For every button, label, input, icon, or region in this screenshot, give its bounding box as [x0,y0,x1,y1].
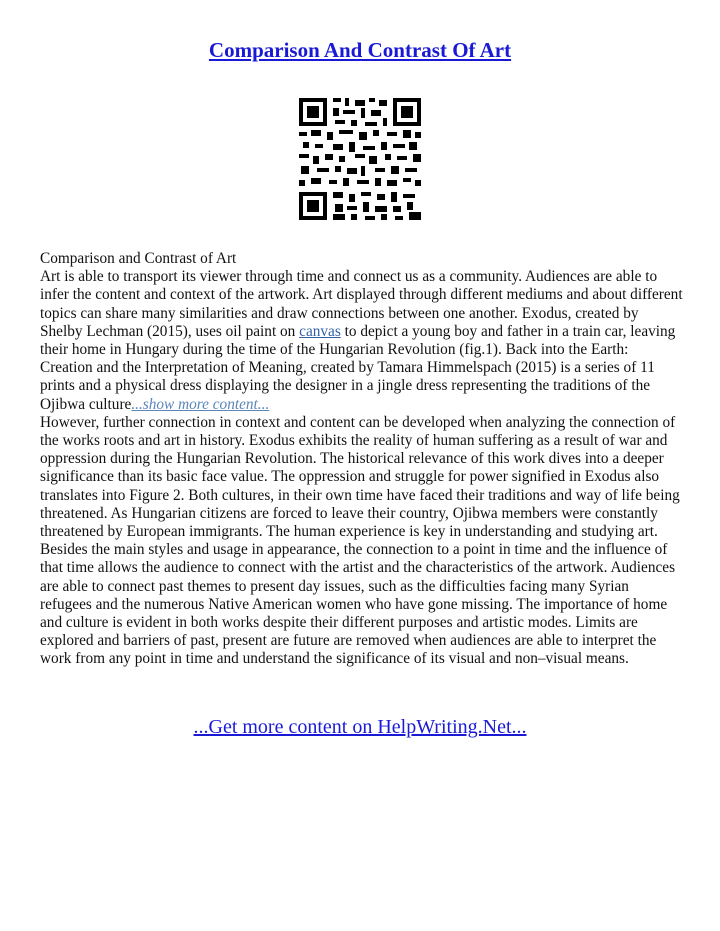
paragraph-1-text-b: to depict a young boy and father in a train car, leaving their home in Hungary during the time of the Hungarian Revolution (fig.1). Back into the Earth: Creation and the Interpretation of Meaning, created by Tamara Himmelspach (2015) is a series of 11 prints and a physical dress displaying the designer in a jingle dress representing the traditions of the Ojibwa culture [40,322,676,413]
show-more-link[interactable]: ...show more content... [131,395,270,413]
qr-code-icon [299,98,421,220]
article-body [40,250,684,669]
paragraph-2: However, further connection in context and content can be developed when analyzing the connection of the works roots and art in history. Exodus exhibits the reality of human suffering as a result of war and oppression during the Hungarian Revolution. The historical relevance of this work dives into a deeper significance than its basic face value. The oppression and struggle for power signified in Exodus also translates into Figure 2. Both cultures, in their own time have faced their traditions and way of life being threatened. As Hungarian citizens are forced to leave their country, Ojibwa members were constantly threatened by European immigrants. The human experience is key in understanding and studying art. Besides the main styles and usage in appearance, the connection to a point in time and the influence of that time allows the audience to connect with the artist and the characteristics of the artwork. Audiences are able to connect past themes to present day issues, such as the difficulties facing many Syrian refugees and the numerous Native American women who have gone missing. The importance of home and culture is evident in both works despite their different purposes and artistic modes. Limits are explored and barriers of past, present are future are removed when audiences are able to interpret the work from any point in time and understand the significance of its visual and non–visual means. [40,413,680,668]
paragraph-1-text-a: Art is able to transport its viewer through time and connect us as a community. Audiences are able to infer the content and context of the artwork. Art displayed through different mediums and about different topics can share many similarities and draw connections between one another. Exodus, created by Shelby Lechman (2015), uses oil paint on [40,268,683,340]
get-more-content-link[interactable]: ...Get more content on HelpWriting.Net... [193,716,527,738]
paragraph-1 [40,268,684,414]
title-container [0,38,720,63]
canvas-link[interactable]: canvas [299,322,341,340]
article-heading: Comparison and Contrast of Art [40,250,237,267]
page-title-link[interactable]: Comparison And Contrast Of Art [208,38,512,62]
footer-container [0,716,720,739]
